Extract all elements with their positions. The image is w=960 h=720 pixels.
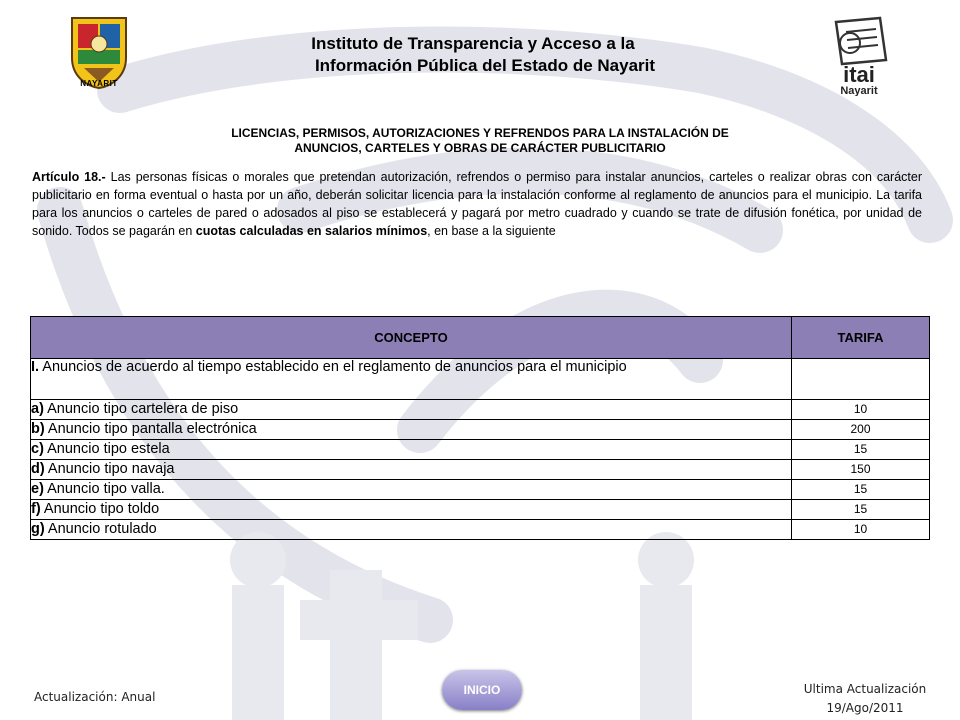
section-tarifa bbox=[792, 359, 930, 400]
row-letter: f) bbox=[31, 501, 41, 517]
header-concepto: CONCEPTO bbox=[31, 317, 792, 359]
title-line-1: Instituto de Transparencia y Acceso a la bbox=[311, 34, 635, 53]
article-paragraph bbox=[32, 168, 922, 240]
row-letter: a) bbox=[31, 401, 44, 417]
section-text: Anuncios de acuerdo al tiempo establecido en el reglamento de anuncios para el municipio bbox=[39, 359, 627, 375]
table-row bbox=[31, 440, 930, 460]
title-line-2: Información Pública del Estado de Nayarit bbox=[314, 56, 656, 75]
table-row bbox=[31, 460, 930, 480]
header-tarifa: TARIFA bbox=[792, 317, 930, 359]
inicio-button[interactable]: INICIO bbox=[442, 670, 522, 710]
row-concept-text: Anuncio tipo cartelera de piso bbox=[43, 401, 239, 417]
itai-nayarit-logo bbox=[826, 16, 892, 96]
last-update-label: Ultima Actualización bbox=[803, 682, 927, 696]
row-letter: d) bbox=[31, 461, 45, 477]
article-body: Las personas físicas o morales que pretendan autorización, refrendos o permiso para instalar anuncios, carteles o realizar obras con carácter publicitario en forma eventual o hasta por un año, deberán solicitar licencia para la instalación conforme al reglamento de anuncios para el municipio. La tarifa para los anuncios o carteles de pared o adosados al piso se establecerá y pagará por metro cuadrado y cuando se trate de difusión fonética, por unidad de sonido. Todos se pagarán en bbox=[32, 170, 922, 238]
row-tarifa: 200 bbox=[792, 420, 930, 440]
row-letter: b) bbox=[31, 421, 45, 437]
section-concept bbox=[31, 359, 792, 400]
row-concept-text: Anuncio tipo valla. bbox=[43, 481, 165, 497]
logo-sub: Nayarit bbox=[840, 85, 878, 96]
last-update-date: 19/Ago/2011 bbox=[826, 701, 904, 715]
row-concept bbox=[31, 460, 792, 480]
row-tarifa: 10 bbox=[792, 400, 930, 420]
row-concept-text: Anuncio rotulado bbox=[44, 521, 157, 537]
row-letter: g) bbox=[31, 521, 45, 537]
article-bold-phrase: cuotas calculadas en salarios mínimos bbox=[195, 224, 428, 238]
row-concept bbox=[31, 420, 792, 440]
row-tarifa: 15 bbox=[792, 480, 930, 500]
last-update bbox=[790, 680, 940, 718]
row-concept-text: Anuncio tipo toldo bbox=[40, 501, 160, 517]
row-concept-text: Anuncio tipo estela bbox=[43, 441, 170, 457]
row-concept bbox=[31, 500, 792, 520]
table-row bbox=[31, 500, 930, 520]
section-prefix: I. bbox=[31, 359, 40, 375]
row-concept bbox=[31, 400, 792, 420]
section-row bbox=[31, 359, 930, 400]
update-frequency: Actualización: Anual bbox=[34, 690, 156, 704]
table-row bbox=[31, 480, 930, 500]
tarifa-table bbox=[30, 316, 930, 540]
section-subtitle bbox=[160, 126, 800, 156]
row-concept-text: Anuncio tipo navaja bbox=[44, 461, 175, 477]
row-letter: c) bbox=[31, 441, 44, 457]
table-header-row bbox=[31, 317, 930, 359]
row-concept bbox=[31, 480, 792, 500]
row-concept bbox=[31, 440, 792, 460]
subtitle-line-1: LICENCIAS, PERMISOS, AUTORIZACIONES Y REFRENDOS PARA LA INSTALACIÓN DE bbox=[231, 126, 729, 140]
row-tarifa: 15 bbox=[792, 440, 930, 460]
page-title bbox=[248, 33, 698, 77]
article-tail: , en base a la siguiente bbox=[427, 224, 556, 238]
row-tarifa: 15 bbox=[792, 500, 930, 520]
row-concept-text: Anuncio tipo pantalla electrónica bbox=[44, 421, 257, 437]
row-concept bbox=[31, 520, 792, 540]
row-letter: e) bbox=[31, 481, 44, 497]
row-tarifa: 10 bbox=[792, 520, 930, 540]
table-row bbox=[31, 400, 930, 420]
seal-label: NAYARIT bbox=[80, 79, 118, 88]
table-row bbox=[31, 420, 930, 440]
table-row bbox=[31, 520, 930, 540]
logo-word: itai bbox=[843, 62, 875, 87]
article-heading: Artículo 18.- bbox=[32, 170, 106, 184]
subtitle-line-2: ANUNCIOS, CARTELES Y OBRAS DE CARÁCTER PUBLICITARIO bbox=[294, 141, 666, 155]
row-tarifa: 150 bbox=[792, 460, 930, 480]
